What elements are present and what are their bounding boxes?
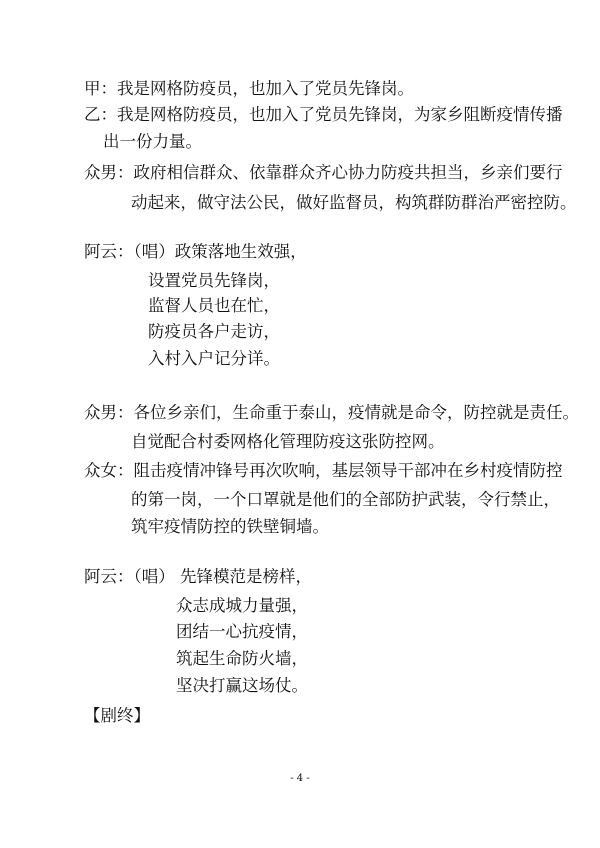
line-men-chorus-1-cont: 动起来，做守法公民，做好监督员，构筑群防群治严密控防。 [131, 193, 577, 212]
line-men-chorus-2: 众男：各位乡亲们，生命重于泰山，疫情就是命令，防控就是责任。 [84, 403, 579, 422]
lyric-line: 入村入户记分详。 [148, 349, 280, 368]
line-yi: 乙：我是网格防疫员，也加入了党员先锋岗，为家乡阻断疫情传播 [84, 105, 563, 124]
lyric-line: 坚决打赢这场仗。 [176, 676, 308, 695]
lyric-line: 团结一心抗疫情， [176, 622, 308, 641]
line-men-chorus-2-cont: 自觉配合村委网格化管理防疫这张防控网。 [131, 432, 445, 451]
line-ayun-song-1: 阿云：（唱）政策落地生效强， [84, 242, 307, 261]
line-women-chorus: 众女：阻击疫情冲锋号再次吹响，基层领导干部冲在乡村疫情防控 [84, 461, 563, 480]
lyric-line: 防疫员各户走访， [148, 322, 280, 341]
lyric-line: 众志成城力量强， [176, 596, 308, 615]
lyric-line: 监督人员也在忙， [148, 296, 280, 315]
page-number: - 4 - [290, 773, 310, 784]
play-end-marker: 【剧终】 [84, 706, 150, 725]
line-ayun-song-2: 阿云：（唱） 先锋模范是榜样， [84, 567, 312, 586]
lyric-line: 筑起生命防火墙， [176, 649, 308, 668]
line-women-chorus-cont: 筑牢疫情防控的铁壁铜墙。 [131, 517, 329, 536]
lyric-line: 设置党员先锋岗， [148, 271, 280, 290]
line-jia: 甲：我是网格防疫员，也加入了党员先锋岗。 [84, 79, 414, 98]
line-men-chorus-1: 众男：政府相信群众、依靠群众齐心协力防疫共担当，乡亲们要行 [84, 163, 563, 182]
line-yi-cont: 出一份力量。 [103, 132, 202, 151]
line-women-chorus-cont: 的第一岗，一个口罩就是他们的全部防护武装，令行禁止， [131, 490, 560, 509]
